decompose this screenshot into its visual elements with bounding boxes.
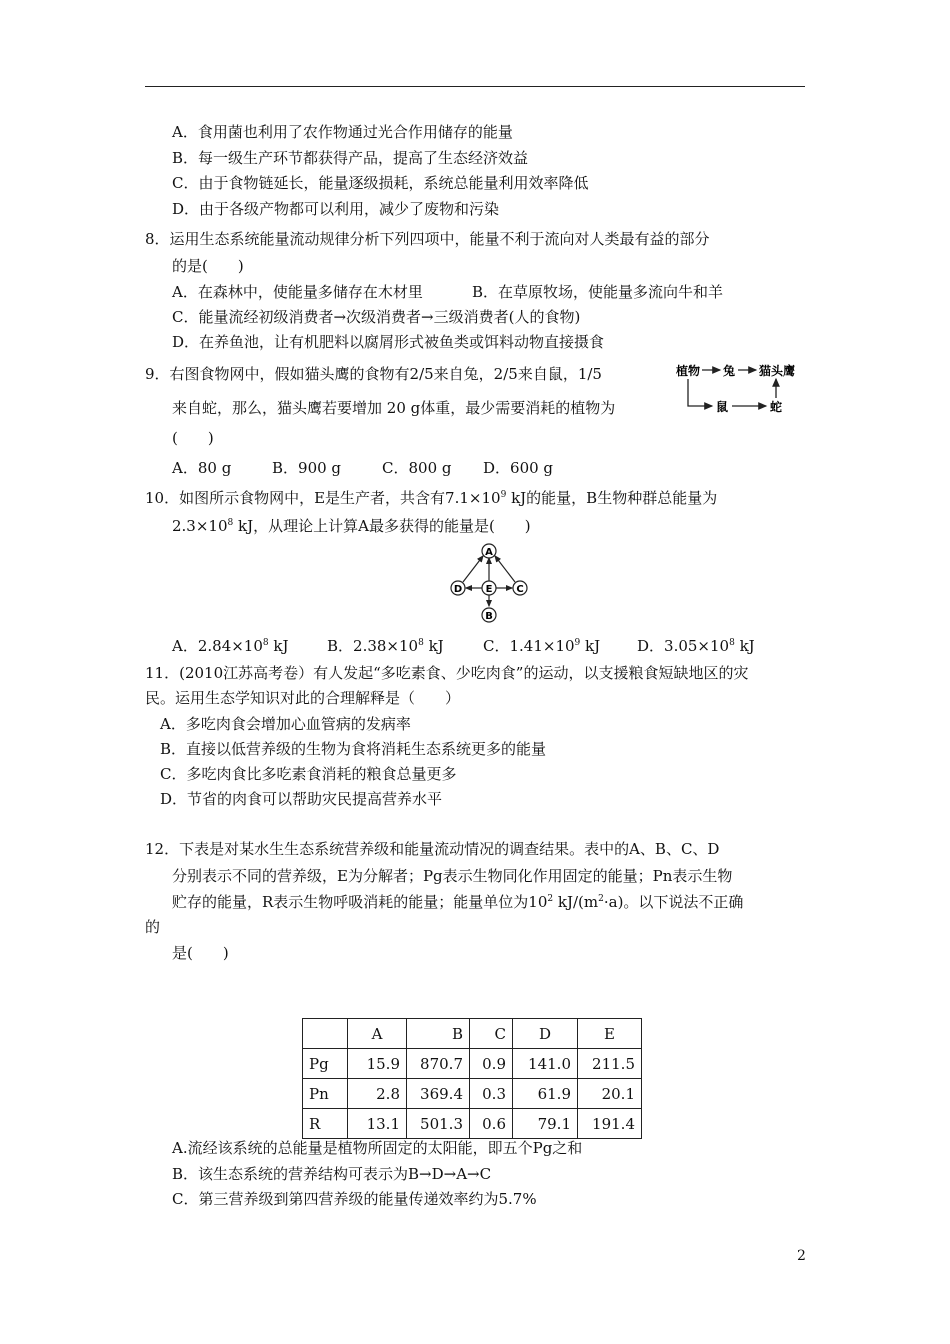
table-cell: 2.8 — [348, 1079, 407, 1109]
table-cell: 15.9 — [348, 1049, 407, 1079]
q8-stem-line1: 8．运用生态系统能量流动规律分析下列四项中，能量不利于流向对人类最有益的部分 — [145, 230, 710, 248]
q8-option-d: D．在养鱼池，让有机肥料以腐屑形式被鱼类或饵料动物直接摄食 — [172, 333, 605, 351]
table-cell: 0.6 — [470, 1109, 513, 1139]
table-cell: 61.9 — [513, 1079, 578, 1109]
q7-option-b: B．每一级生产环节都获得产品，提高了生态经济效益 — [172, 149, 529, 167]
q9-node-plant: 植物 — [676, 364, 701, 378]
q8-option-a: A．在森林中，使能量多储存在木材里 — [172, 283, 423, 301]
q9-option-a: A．80 g — [172, 459, 232, 477]
q12-option-b: B．该生态系统的营养结构可表示为B→D→A→C — [172, 1165, 492, 1183]
table-row-label: R — [303, 1109, 348, 1139]
q10-option-b: B．$2.38\times 10^8$ kJ — [327, 637, 444, 655]
q10-option-a: A．$2.84\times 10^8$ kJ — [172, 637, 289, 655]
q10-node-c: C — [516, 584, 524, 595]
table-cell: 20.1 — [578, 1079, 642, 1109]
table-header-cell: D — [513, 1019, 578, 1049]
q7-option-a: A．食用菌也利用了农作物通过光合作用储存的能量 — [172, 123, 513, 141]
q10-option-d: D．$3.05\times 10^8$ kJ — [637, 637, 755, 655]
q9-option-b: B．900 g — [272, 459, 342, 477]
q10-stem-line1: 10．如图所示食物网中，E是生产者，共含有$7.1\times 10^9$ kJ的能量，B生物种群总能量为 — [145, 489, 718, 507]
table-cell: 0.9 — [470, 1049, 513, 1079]
table-cell: 79.1 — [513, 1109, 578, 1139]
q12-option-c: C．第三营养级到第四营养级的能量传递效率约为5.7% — [172, 1190, 537, 1208]
q8-stem-line2: 的是( ) — [172, 257, 244, 275]
page-number: 2 — [797, 1248, 806, 1264]
table-row — [303, 1109, 642, 1139]
q9-stem-line2: 来自蛇，那么，猫头鹰若要增加 20 g体重，最少需要消耗的植物为 — [172, 399, 616, 417]
q10-node-d: D — [453, 584, 463, 595]
q10-food-web-diagram — [443, 540, 533, 626]
q7-option-c: C．由于食物链延长，能量逐级损耗，系统总能量利用效率降低 — [172, 174, 589, 192]
energy-flow-table — [302, 1018, 642, 1139]
table-cell: 13.1 — [348, 1109, 407, 1139]
q11-stem-line1: 11．(2010江苏高考卷）有人发起“多吃素食、少吃肉食”的运动，以支援粮食短缺地区的灾 — [145, 664, 749, 682]
q10-node-e: E — [485, 584, 493, 595]
q9-node-snake: 蛇 — [770, 400, 783, 414]
q9-stem-line3: ( ) — [172, 429, 214, 447]
q9-stem-line1: 9．右图食物网中，假如猫头鹰的食物有2/5来自兔，2/5来自鼠，1/5 — [145, 365, 602, 383]
table-cell: 141.0 — [513, 1049, 578, 1079]
table-cell: 501.3 — [407, 1109, 470, 1139]
table-cell: 870.7 — [407, 1049, 470, 1079]
q10-node-b: B — [485, 611, 493, 622]
q12-stem-line4: 的 — [145, 918, 161, 936]
table-row-label: Pg — [303, 1049, 348, 1079]
q9-option-c: C．800 g — [382, 459, 452, 477]
table-row-label: Pn — [303, 1079, 348, 1109]
q12-option-a: A.流经该系统的总能量是植物所固定的太阳能，即五个Pg之和 — [172, 1139, 583, 1157]
q11-stem-line2: 民。运用生态学知识对此的合理解释是（ ） — [145, 689, 461, 707]
table-header-row — [303, 1019, 642, 1049]
q10-option-c: C．$1.41\times 10^9$ kJ — [483, 637, 601, 655]
table-header-cell: B — [407, 1019, 470, 1049]
q12-stem-line2: 分别表示不同的营养级，E为分解者；Pg表示生物同化作用固定的能量；Pn表示生物 — [172, 867, 733, 885]
table-cell: 369.4 — [407, 1079, 470, 1109]
q8-option-b: B．在草原牧场，使能量多流向牛和羊 — [472, 283, 724, 301]
table-cell: 211.5 — [578, 1049, 642, 1079]
q12-stem-line3: 贮存的能量，R表示生物呼吸消耗的能量；能量单位为$10^2$ $kJ/(m^2\cdot a)$。以下说法不正确 — [172, 893, 744, 911]
q8-option-c: C．能量流经初级消费者→次级消费者→三级消费者(人的食物) — [172, 308, 581, 326]
table-header-cell: A — [348, 1019, 407, 1049]
table-header-cell: E — [578, 1019, 642, 1049]
q9-node-owl: 猫头鹰 — [759, 364, 796, 378]
q11-option-c: C．多吃肉食比多吃素食消耗的粮食总量更多 — [160, 765, 457, 783]
table-row — [303, 1049, 642, 1079]
table-cell: 191.4 — [578, 1109, 642, 1139]
q11-option-a: A．多吃肉食会增加心血管病的发病率 — [160, 715, 411, 733]
q9-node-rabbit: 兔 — [723, 364, 736, 378]
q7-option-d: D．由于各级产物都可以利用，减少了废物和污染 — [172, 200, 500, 218]
q10-node-a: A — [485, 547, 493, 558]
q9-option-d: D．600 g — [483, 459, 554, 477]
table-row — [303, 1079, 642, 1109]
table-header-cell: C — [470, 1019, 513, 1049]
q12-stem-line5: 是( ) — [172, 944, 229, 962]
q12-stem-line1: 12．下表是对某水生生态系统营养级和能量流动情况的调查结果。表中的A、B、C、D — [145, 840, 720, 858]
q11-option-d: D．节省的肉食可以帮助灾民提高营养水平 — [160, 790, 443, 808]
q10-stem-line2: $2.3\times 10^8$ kJ，从理论上计算A最多获得的能量是( ) — [172, 517, 531, 535]
q11-option-b: B．直接以低营养级的生物为食将消耗生态系统更多的能量 — [160, 740, 547, 758]
q9-food-web-diagram — [672, 358, 812, 418]
table-header-cell — [303, 1019, 348, 1049]
header-rule — [145, 86, 805, 87]
table-cell: 0.3 — [470, 1079, 513, 1109]
q9-node-mouse: 鼠 — [716, 400, 729, 414]
